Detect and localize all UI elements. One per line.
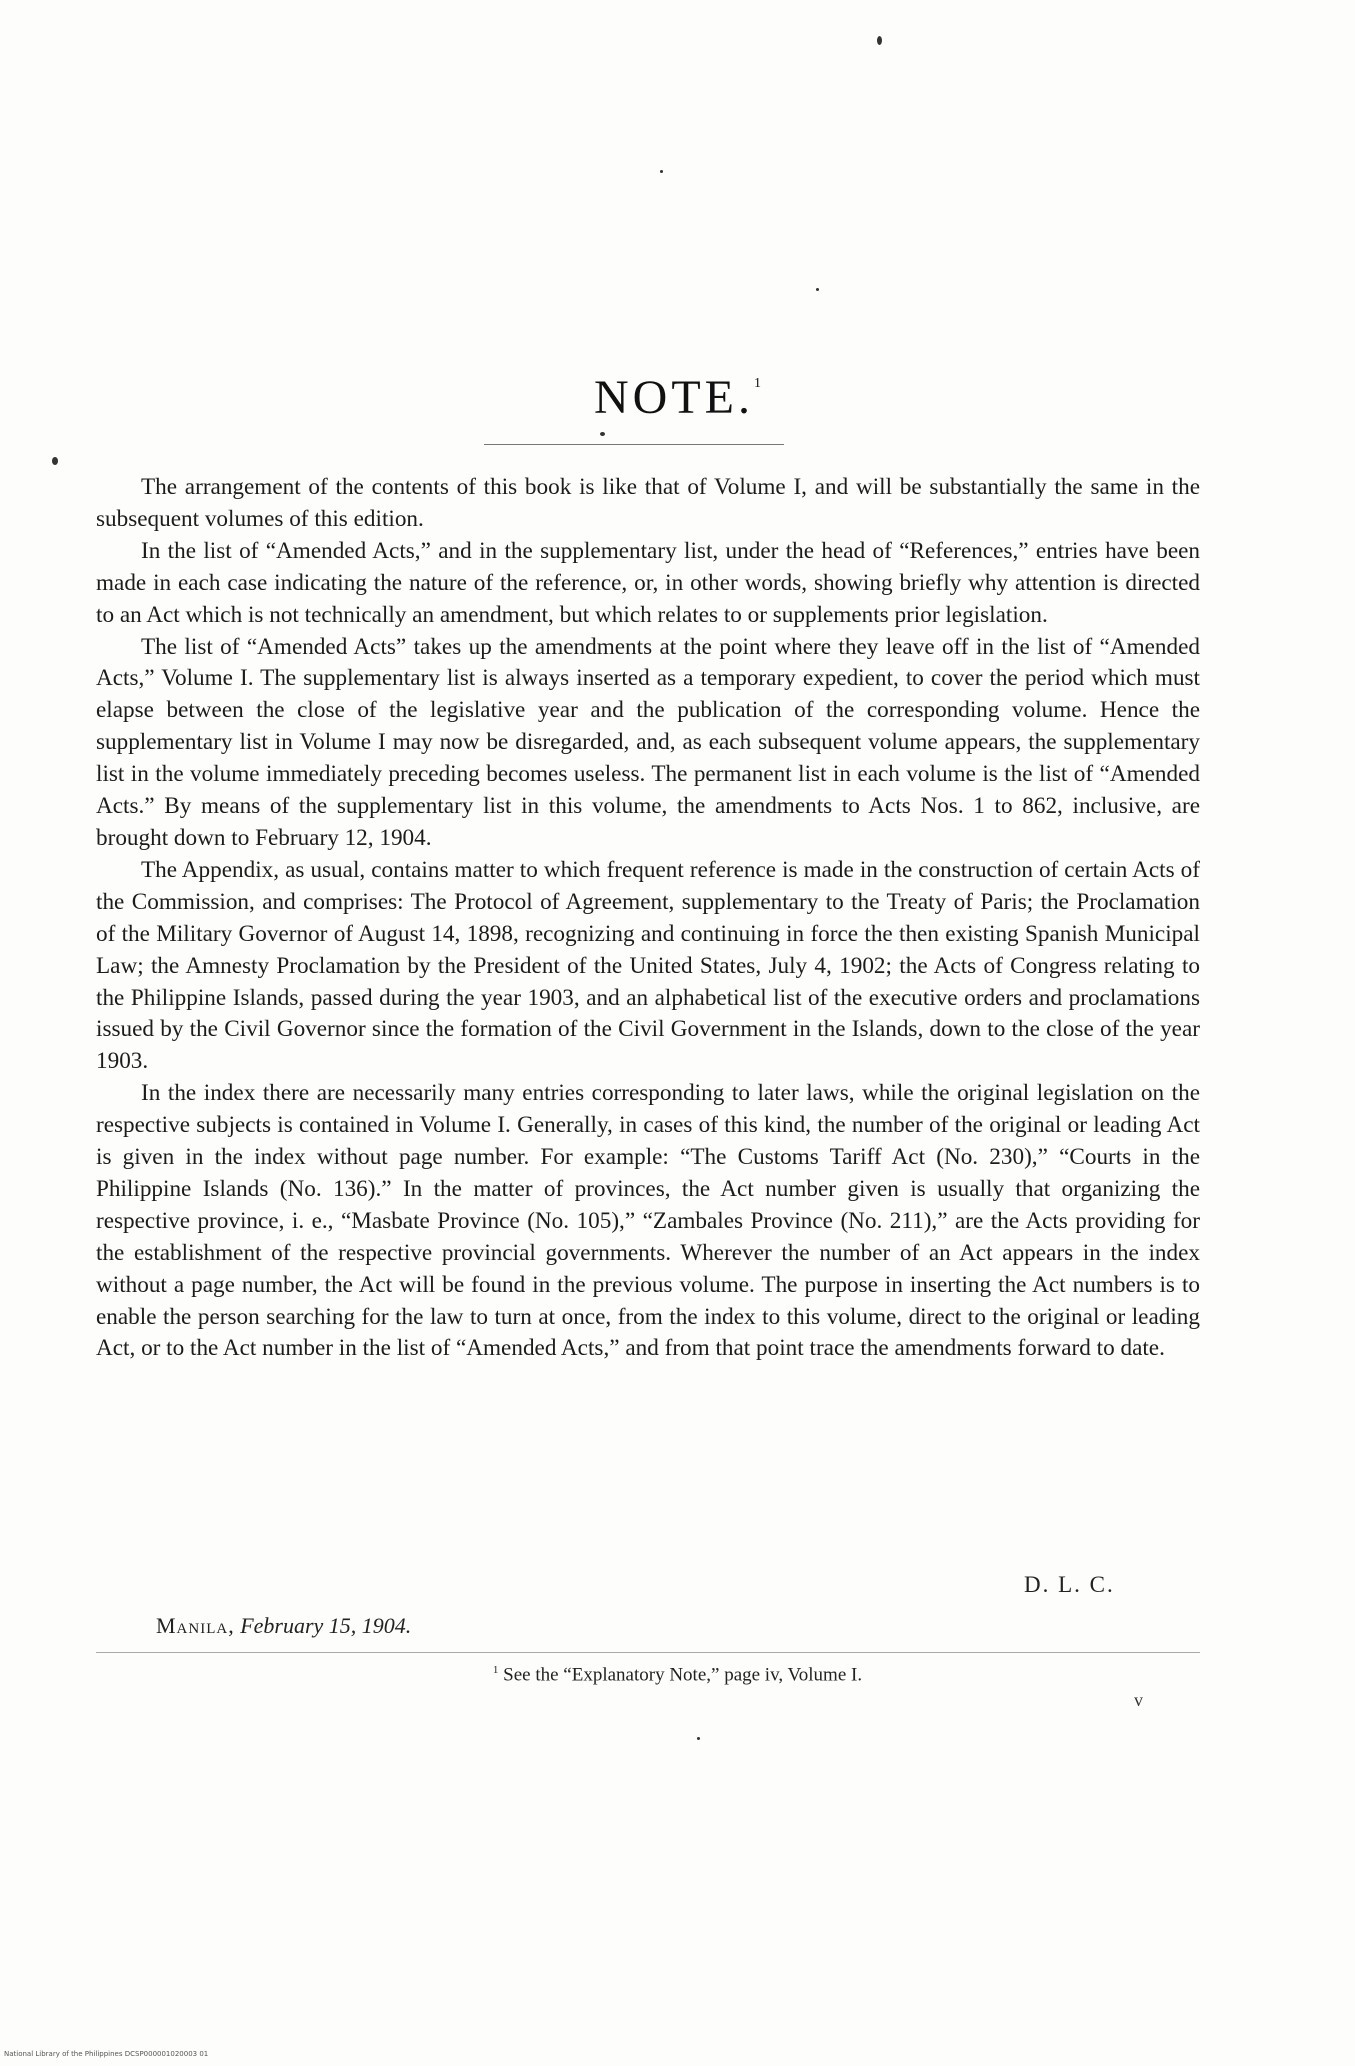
footnote-divider	[96, 1652, 1200, 1653]
paragraph: In the list of “Amended Acts,” and in the supplementary list, under the head of “References,” entries have been made in each case indicating the nature of the reference, or, in other words, showing briefly why attention is directed to an Act which is not technically an amendment, but which relates to or supplements prior legislation.	[96, 537, 1200, 628]
title-divider	[484, 444, 784, 445]
dateline	[156, 1613, 411, 1639]
paragraph: The list of “Amended Acts” takes up the amendments at the point where they leave off in the list of “Amended Acts,” Volume I. The supplementary list is always inserted as a temporary expedient, to cover the period which must elapse between the close of the legislative year and the publication of the corresponding volume. Hence the supplementary list in Volume I may now be disregarded, and, as each subsequent volume appears, the supplementary list in the volume immediately preceding becomes useless. The permanent list in each volume is the list of “Amended Acts.” By means of the supplementary list in this volume, the amendments to Acts Nos. 1 to 862, inclusive, are brought down to February 12, 1904.	[96, 633, 1200, 851]
library-watermark: National Library of the Philippines DCSP000001020003 01	[4, 2050, 209, 2058]
ink-speck	[877, 36, 882, 45]
title-text: NOTE.	[594, 371, 754, 424]
title-footnote-mark: 1	[753, 376, 761, 391]
note-body	[96, 472, 1200, 1365]
dateline-place: Manila,	[156, 1613, 235, 1638]
footnote	[0, 1664, 1355, 1686]
paragraph: The arrangement of the contents of this book is like that of Volume I, and will be substantially the same in the subsequent volumes of this edition.	[96, 474, 1200, 532]
page-title	[0, 370, 1355, 425]
footnote-text: See the “Explanatory Note,” page iv, Volume I.	[503, 1664, 863, 1686]
page-number: v	[1134, 1690, 1143, 1710]
author-initials: D. L. C.	[1024, 1572, 1115, 1597]
ink-speck	[697, 1737, 700, 1740]
paragraph: In the index there are necessarily many entries corresponding to later laws, while the original legislation on the respective subjects is contained in Volume I. Generally, in cases of this kind, the number of the original or leading Act is given in the index without page number. For example: “The Customs Tariff Act (No. 230),” “Courts in the Philippine Islands (No. 136).” In the matter of provinces, the Act number given is usually that organizing the respective province, i. e., “Masbate Province (No. 105),” “Zambales Province (No. 211),” are the Acts providing for the establishment of the respective provincial governments. Wherever the number of an Act appears in the index without a page number, the Act will be found in the previous volume. The purpose in inserting the Act numbers is to enable the person searching for the law to turn at once, from the index to this volume, direct to the original or leading Act, or to the Act number in the list of “Amended Acts,” and from that point trace the amendments forward to date.	[96, 1080, 1200, 1362]
ink-speck	[816, 288, 819, 291]
ink-speck	[52, 457, 58, 465]
ink-speck	[600, 432, 605, 436]
footnote-mark: 1	[492, 1664, 499, 1676]
paragraph: The Appendix, as usual, contains matter to which frequent reference is made in the construction of certain Acts of the Commission, and comprises: The Protocol of Agreement, supplementary to the Treaty of Paris; the Proclamation of the Military Governor of August 14, 1898, recognizing and continuing in force the then existing Spanish Municipal Law; the Amnesty Proclamation by the President of the United States, July 4, 1902; the Acts of Congress relating to the Philippine Islands, passed during the year 1903, and an alphabetical list of the executive orders and proclamations issued by the Civil Governor since the formation of the Civil Government in the Islands, down to the close of the year 1903.	[96, 856, 1200, 1075]
dateline-date: February 15, 1904.	[240, 1613, 412, 1638]
ink-speck	[660, 170, 663, 173]
